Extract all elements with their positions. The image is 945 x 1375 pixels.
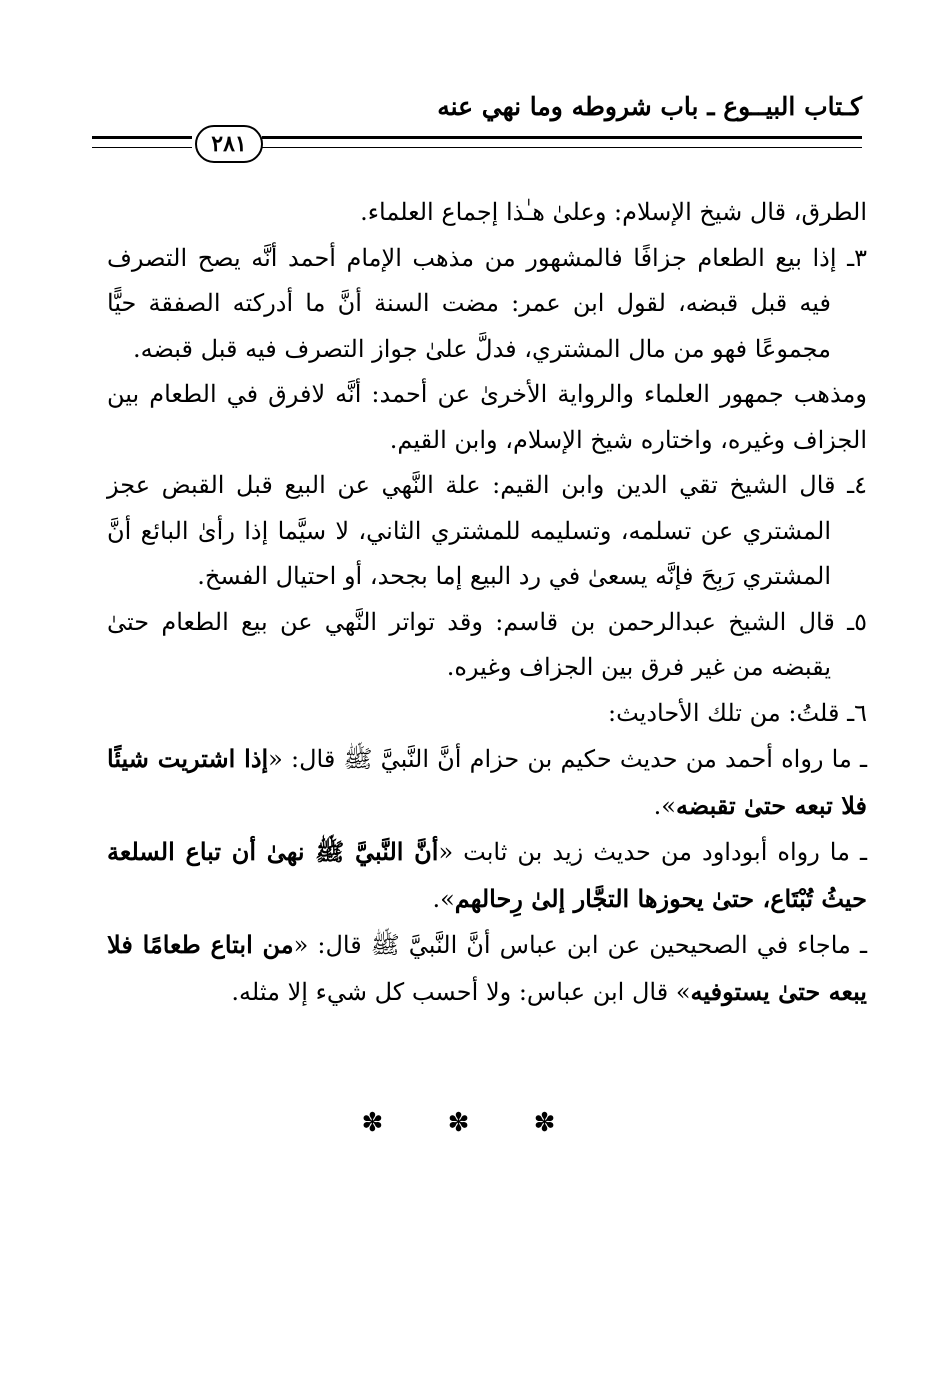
- paragraph-majority-view: ومذهب جمهور العلماء والرواية الأخرىٰ عن أحمد: أنَّه لافرق في الطعام بين الجزاف وغيره، واختاره شيخ الإسلام، وابن القيم.: [107, 380, 867, 454]
- paragraph-1: الطرق، قال شيخ الإسلام: وعلىٰ هـٰذا إجماع العلماء.: [360, 198, 867, 226]
- hadith-3-quote: من ابتاع طعامًا فلا يبعه حتىٰ يستوفيه: [107, 930, 867, 1006]
- hadith-3-intro: ـ ماجاء في الصحيحين عن ابن عباس أنَّ النَّبيَّ ﷺ قال: «: [293, 931, 867, 959]
- hadith-2: [107, 829, 867, 922]
- header-rule-left: [92, 136, 192, 148]
- hadith-3-end: » قال ابن عباس: ولا أحسب كل شيء إلا مثله.: [231, 977, 691, 1006]
- hadith-2-end: ».: [432, 884, 455, 913]
- paragraph-6: ٦ـ قلتُ: من تلك الأحاديث:: [607, 698, 867, 727]
- hadith-1-end: ».: [653, 791, 676, 820]
- paragraph-5: ٥ـ قال الشيخ عبدالرحمن بن قاسم: وقد تواتر النَّهي عن بيع الطعام حتىٰ يقبضه من غير فرق بين الجزاف وغيره.: [107, 607, 867, 681]
- page-number: ٢٨١: [195, 125, 263, 163]
- paragraph-3: ٣ـ إذا بيع الطعام جزافًا فالمشهور من مذهب الإمام أحمد أنَّه يصح التصرف فيه قبل قبضه، لقول ابن عمر: مضت السنة أنَّ ما أدركته الصفقة حيًّا مجموعًا فهو من مال المشتري، فدلَّ علىٰ جواز التصرف فيه قبل قبضه.: [107, 243, 867, 363]
- page-body: [107, 190, 867, 1015]
- paragraph-4: ٤ـ قال الشيخ تقي الدين وابن القيم: علة النَّهي عن البيع قبل القبض عجز المشتري عن تسلمه، وتسليمه للمشتري الثاني، لا سيَّما إذا رأىٰ البائع أنَّ المشتري رَبِحَ فإنَّه يسعىٰ في رد البيع إما بجحد، أو احتيال الفسخ.: [107, 471, 867, 590]
- hadith-1-quote: إذا اشتريت شيئًا فلا تبعه حتىٰ تقبضه: [107, 744, 867, 820]
- hadith-2-intro: ـ ما رواه أبوداود من حديث زيد بن ثابت «: [438, 838, 868, 866]
- hadith-3: [107, 922, 867, 1015]
- hadith-1: [107, 736, 867, 829]
- hadith-2-quote: أنَّ النَّبيَّ ﷺ نهىٰ أن تباع السلعة حيثُ تُبْتَاع، حتىٰ يحوزها التجَّار إلىٰ رِحالهم: [107, 837, 867, 913]
- header-rule-right: [262, 136, 862, 148]
- section-end-ornament: ✽ ✽ ✽: [361, 1108, 584, 1138]
- header-title: كـتاب البيــوع ـ باب شروطه وما نهي عنه: [437, 92, 862, 121]
- hadith-1-intro: ـ ما رواه أحمد من حديث حكيم بن حزام أنَّ النَّبيَّ ﷺ قال: «: [268, 745, 867, 773]
